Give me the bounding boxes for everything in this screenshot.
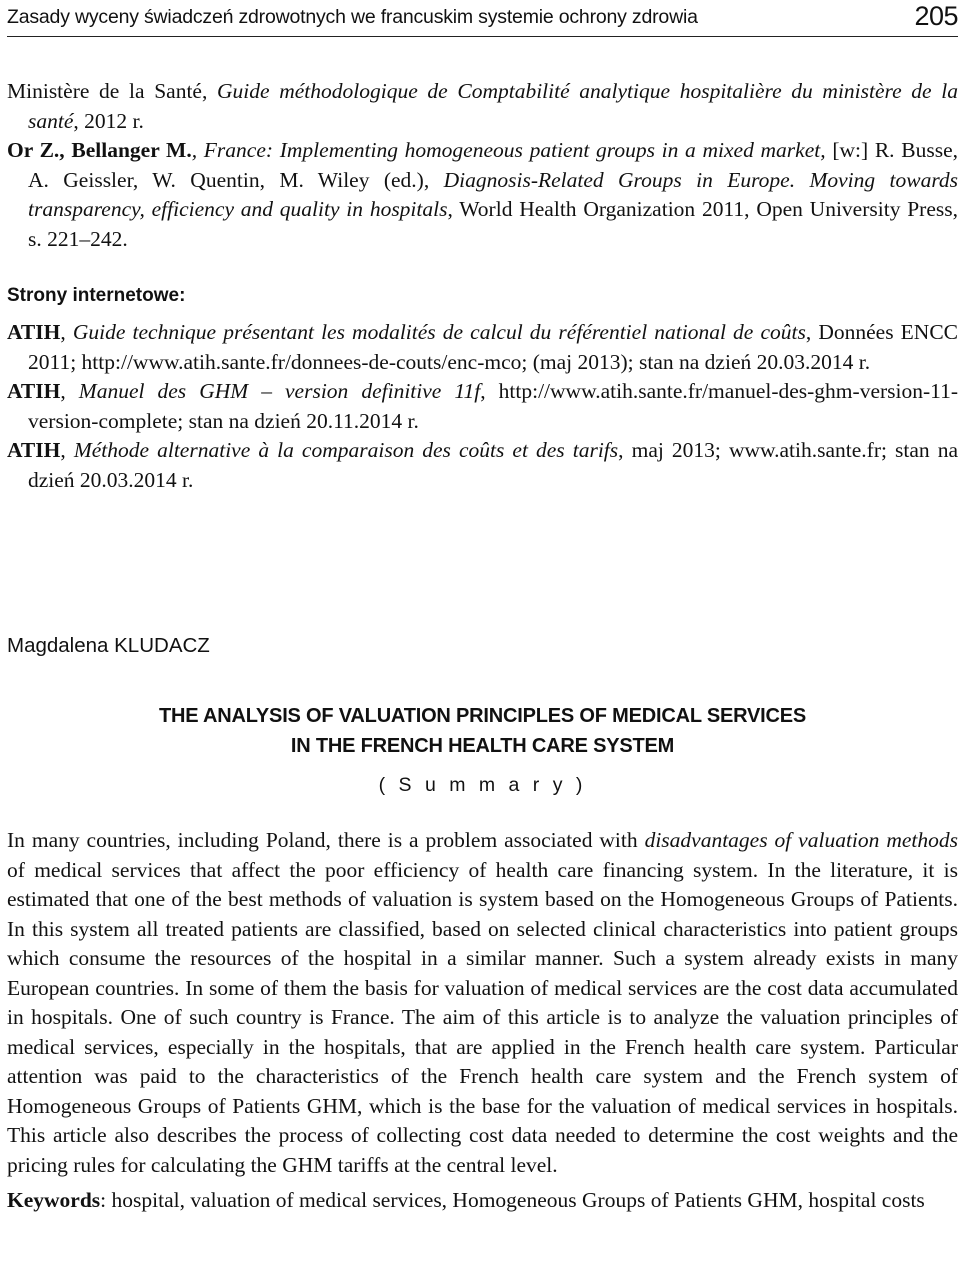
reference-title: Guide méthodologique de Comptabilité analytique hospitalière du ministère de la santé xyxy=(28,79,958,133)
web-reference-entry: ATIH, Méthode alternative à la comparaison des coûts et des tarifs, maj 2013; www.atih.sante.fr; stan na dzień 20.03.2014 r. xyxy=(7,438,959,492)
abstract-section xyxy=(7,826,958,1216)
abstract-paragraph: In many countries, including Poland, there is a problem associated with disadvantages of valuation methods of medical services that affect the poor efficiency of health care financing system. In the literature, it is estimated that one of the best methods of valuation is system based on the Homogeneous Groups of Patients. In this system all treated patients are classified, based on selected clinical characteristics into patient groups which consume the resources of the hospital in a similar manner. Such a system already exists in many European countries. In some of them the basis for valuation of medical services are the cost data accumulated in hospitals. One of such country is France. The aim of this article is to analyze the valuation principles of medical services, especially in the hospitals, that are applied in the French health care system. Particular attention was paid to the characteristics of the French health care system and the French system of Homogeneous Groups of Patients GHM, which is the base for the valuation of medical services in hospitals. This article also describes the process of collecting cost data needed to determine the cost weights and the pricing rules for calculating the GHM tariffs at the central level. xyxy=(7,828,958,1177)
reference-details: , Données ENCC 2011; http://www.atih.sante.fr/donnees-de-couts/enc-mco; (maj 2013); stan na dzień 20.03.2014 r. xyxy=(28,320,959,374)
reference-title: Manuel des GHM – version definitive 11f xyxy=(78,379,481,403)
reference-entry xyxy=(7,77,958,136)
reference-title: Guide technique présentant les modalités de calcul du référentiel national de coûts xyxy=(72,320,806,344)
reference-list-top xyxy=(7,77,958,254)
keywords-paragraph xyxy=(7,1186,958,1216)
summary-label: ( S u m m a r y ) xyxy=(378,774,587,796)
reference-details: , http://www.atih.sante.fr/manuel-des-ghm-version-11-version-complete; stan na dzień 20.11.2014 r. xyxy=(28,379,959,433)
reference-author: Or Z., Bellanger M. xyxy=(7,138,192,162)
reference-title: Méthode alternative à la comparaison des coûts et des tarifs xyxy=(73,438,619,462)
reference-book-title: Diagnosis-Related Groups in Europe. Moving towards transparency, efficiency and quality in hospitals xyxy=(28,167,959,221)
web-reference-entry: ATIH, Manuel des GHM – version definitive 11f, http://www.atih.sante.fr/manuel-des-ghm-version-11-version-complete; stan na dzień 20.11.2014 r. xyxy=(7,379,959,433)
reference-title: , France: Implementing homogeneous patient groups in a mixed market, xyxy=(191,138,833,162)
summary-title xyxy=(7,701,958,761)
keywords-list: : hospital, valuation of medical services, Homogeneous Groups of Patients GHM, hospital costs xyxy=(100,1188,925,1212)
summary-title-line-2: IN THE FRENCH HEALTH CARE SYSTEM xyxy=(290,735,675,757)
reference-author: ATIH xyxy=(7,320,61,344)
reference-editors: [w:] R. Busse, A. Geissler, W. Quentin, M. Wiley (ed.), xyxy=(28,138,958,192)
page-number: 205 xyxy=(914,1,958,31)
web-reference-entry: ATIH, Guide technique présentant les modalités de calcul du référentiel national de coûts, Données ENCC 2011; http://www.atih.sante.fr/donnees-de-couts/enc-mco; (maj 2013); stan na dzień 20.03.2014 r. xyxy=(7,320,959,374)
reference-author: Ministère de la Santé, xyxy=(7,79,217,103)
keywords-label: Keywords xyxy=(7,1188,101,1212)
reference-details: , maj 2013; www.atih.sante.fr; stan na dzień 20.03.2014 r. xyxy=(28,438,959,492)
reference-list-web xyxy=(7,318,958,495)
summary-title-line-1: THE ANALYSIS OF VALUATION PRINCIPLES OF MEDICAL SERVICES xyxy=(158,705,807,727)
reference-author: ATIH xyxy=(7,379,61,403)
reference-entry xyxy=(7,136,958,254)
reference-author: ATIH xyxy=(7,438,61,462)
abstract-emphasis: disadvantages of valuation methods xyxy=(644,828,958,852)
reference-details: , 2012 r. xyxy=(73,108,144,133)
section-heading-websites: Strony internetowe: xyxy=(7,285,186,306)
reference-details: , World Health Organization 2011, Open University Press, s. 221–242. xyxy=(28,197,958,251)
running-header xyxy=(7,2,958,37)
running-title: Zasady wyceny świadczeń zdrowotnych we francuskim systemie ochrony zdrowia xyxy=(7,6,698,28)
summary-author: Magdalena KLUDACZ xyxy=(7,634,210,657)
